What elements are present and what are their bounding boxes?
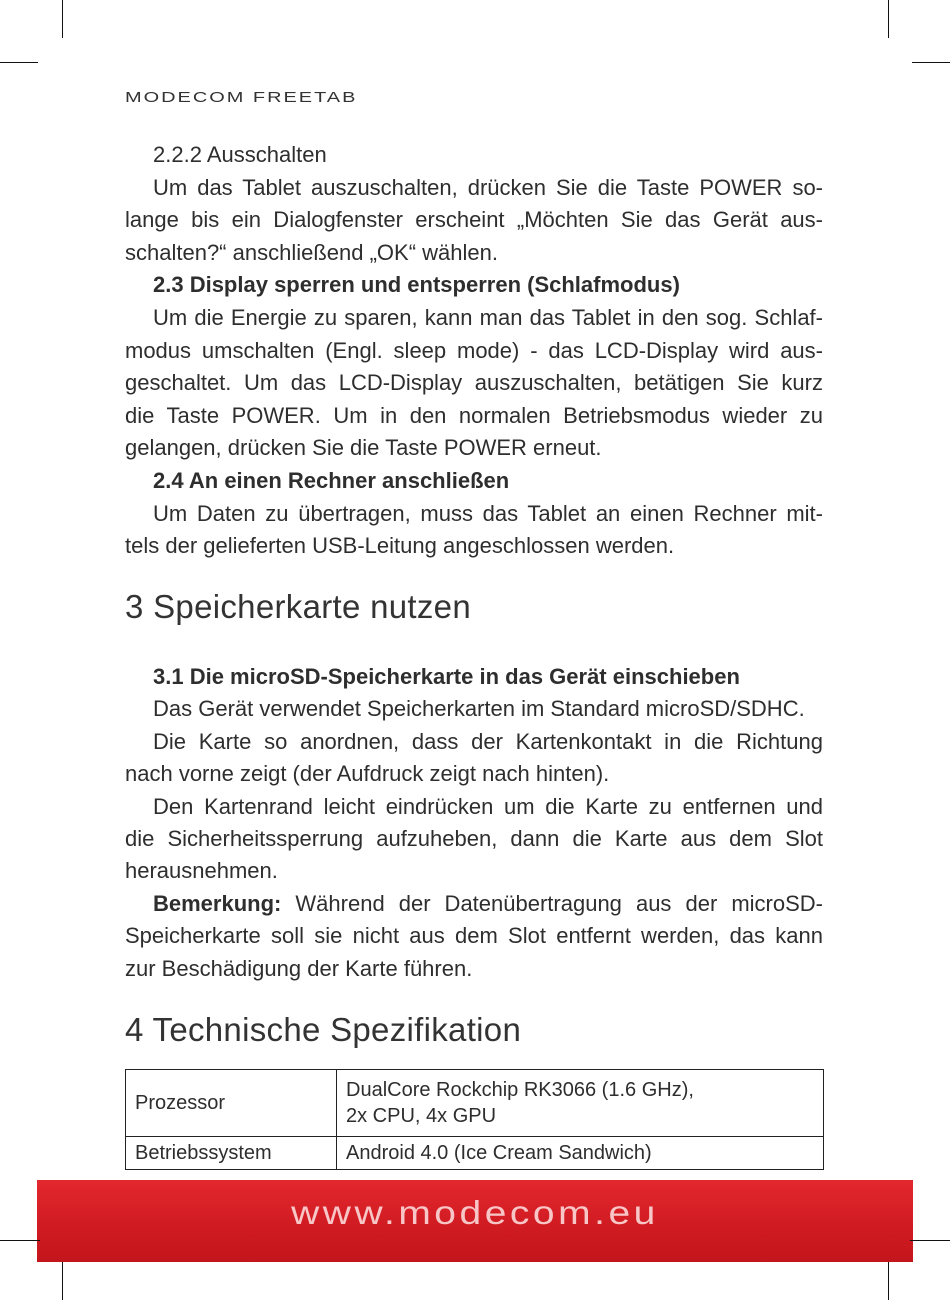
subheading-2-3: 2.3 Display sperren und entsperren (Schlafmodus) <box>153 272 680 298</box>
crop-mark <box>888 0 889 38</box>
crop-mark <box>912 62 950 63</box>
paragraph-line: die Taste POWER. Um in den normalen Betriebsmodus wieder zu <box>125 402 823 428</box>
paragraph-line: lange bis ein Dialogfenster erscheint „Möchten Sie das Gerät aus- <box>125 207 823 233</box>
spec-value-line: DualCore Rockchip RK3066 (1.6 GHz), <box>346 1079 694 1101</box>
note-line <box>125 888 823 920</box>
paragraph-line: modus umschalten (Engl. sleep mode) - das LCD-Display wird aus- <box>125 337 823 363</box>
table-row <box>126 1137 824 1170</box>
crop-mark <box>910 1240 950 1241</box>
spec-value-line: 2x CPU, 4x GPU <box>346 1105 497 1127</box>
running-header: MODECOM FREETAB <box>125 89 358 106</box>
chapter-4-title: 4 Technische Spezifikation <box>125 1011 522 1048</box>
paragraph-line: Um die Energie zu sparen, kann man das Tablet in den sog. Schlaf- <box>153 304 823 330</box>
crop-mark <box>0 62 38 63</box>
footer-url: www.modecom.eu <box>291 1194 659 1231</box>
footer-band <box>37 1180 913 1262</box>
spec-value-os <box>337 1137 824 1170</box>
chapter-3-body <box>125 661 823 985</box>
subheading-3-1: 3.1 Die microSD-Speicherkarte in das Gerät einschieben <box>153 664 740 689</box>
spec-label-processor: Prozessor <box>126 1070 337 1137</box>
paragraph-line: herausnehmen. <box>125 858 278 884</box>
paragraph-line: tels der gelieferten USB-Leitung angeschlossen werden. <box>125 533 675 559</box>
crop-mark <box>62 1262 63 1300</box>
spec-value-processor <box>337 1070 824 1137</box>
crop-mark <box>888 1262 889 1300</box>
paragraph-line: nach vorne zeigt (der Aufdruck zeigt nach hinten). <box>125 761 610 787</box>
paragraph-line: Die Karte so anordnen, dass der Kartenkontakt in die Richtung <box>153 728 823 754</box>
paragraph-line: schalten?“ anschließend „OK“ wählen. <box>125 239 498 265</box>
paragraph-line: Um das Tablet auszuschalten, drücken Sie die Taste POWER so- <box>153 174 823 200</box>
paragraph-line: gelangen, drücken Sie die Taste POWER erneut. <box>125 435 602 461</box>
paragraph-line: die Sicherheitssperrung aufzuheben, dann die Karte aus dem Slot <box>125 825 823 851</box>
spec-value-line: Android 4.0 (Ice Cream Sandwich) <box>346 1142 652 1164</box>
section-2-body <box>125 139 823 563</box>
paragraph-line: Das Gerät verwendet Speicherkarten im Standard microSD/SDHC. <box>153 696 805 722</box>
paragraph-line: Um Daten zu übertragen, muss das Tablet an einen Rechner mit- <box>153 500 823 526</box>
subheading-2-4: 2.4 An einen Rechner anschließen <box>153 467 510 493</box>
note-text: Während der Datenübertragung aus der microSD- <box>295 890 823 916</box>
crop-mark <box>62 0 63 38</box>
spec-table <box>125 1069 824 1170</box>
spec-label-os: Betriebssystem <box>126 1137 337 1170</box>
paragraph-line: geschaltet. Um das LCD-Display auszuschalten, betätigen Sie kurz <box>125 370 823 396</box>
note-label: Bemerkung: <box>153 890 282 916</box>
chapter-3-title: 3 Speicherkarte nutzen <box>125 588 471 625</box>
subheading-2-2-2: 2.2.2 Ausschalten <box>153 142 327 167</box>
crop-mark <box>0 1240 40 1241</box>
table-row <box>126 1070 824 1137</box>
note-line: Speicherkarte soll sie nicht aus dem Slot entfernt werden, das kann <box>125 923 823 949</box>
paragraph-line: Den Kartenrand leicht eindrücken um die Karte zu entfernen und <box>153 793 823 819</box>
note-line: zur Beschädigung der Karte führen. <box>125 955 473 981</box>
